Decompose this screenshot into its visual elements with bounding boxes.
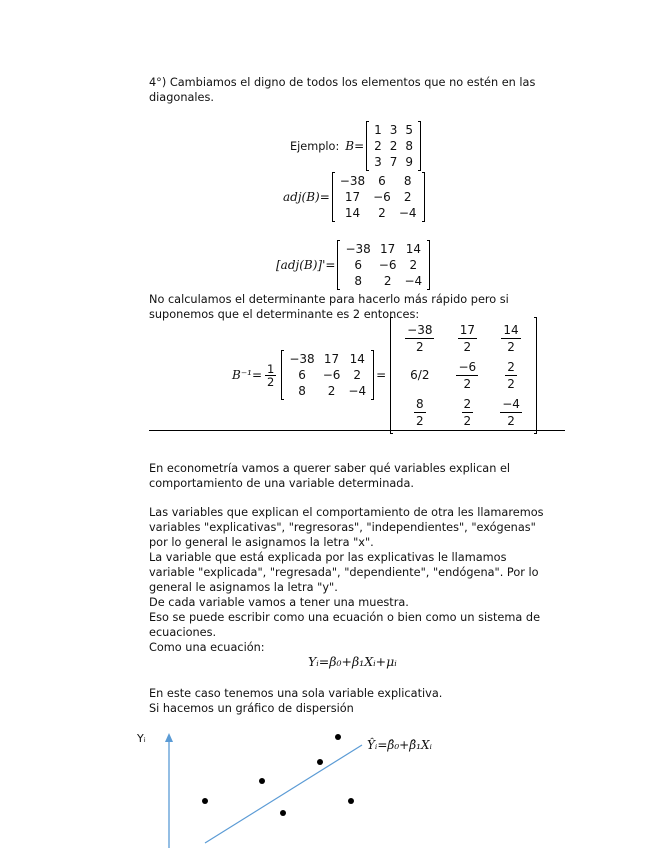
data-point xyxy=(335,734,341,740)
data-point xyxy=(202,798,208,804)
scalar-numerator: 1 xyxy=(267,361,275,376)
fraction-denominator: 2 xyxy=(463,339,472,354)
matrix-cell: −4 xyxy=(398,206,417,220)
matrix-cell: −6 xyxy=(373,190,391,204)
fraction-denominator: 2 xyxy=(463,376,472,391)
fraction-numerator: −38 xyxy=(407,322,433,337)
equals-sign: = xyxy=(376,368,387,382)
matrix-cell: 8 xyxy=(405,139,414,153)
closing-line-2: Si hacemos un gráfico de dispersión xyxy=(149,702,354,715)
closing-line-1: En este caso tenemos una sola variable explicativa. xyxy=(149,687,443,700)
fraction-denominator: 2 xyxy=(416,339,424,354)
matrix-cell: 17 xyxy=(380,242,396,256)
result-cell: 6/2 xyxy=(410,368,430,382)
body-line: ecuaciones. xyxy=(149,626,217,639)
matrix-cell: 8 xyxy=(354,274,362,288)
body-line: general le asignamos la letra "y". xyxy=(149,581,338,594)
fraction-numerator: −6 xyxy=(458,359,477,374)
fraction-numerator: 8 xyxy=(416,396,424,411)
matrix-cell: 1 xyxy=(374,123,382,137)
fitted-regression-line xyxy=(205,745,362,843)
body-line: variables "explicativas", "regresoras", "independientes", "exógenas" xyxy=(149,521,536,534)
matrix-cell: 14 xyxy=(405,242,421,256)
inverse-name: B⁻¹= xyxy=(232,368,263,382)
matrix-cell: 2 xyxy=(409,258,418,272)
intro-line-1: En econometría vamos a querer saber qué variables explican el xyxy=(149,462,511,475)
matrix-cell: 6 xyxy=(354,258,362,272)
fraction-denominator: 2 xyxy=(507,339,515,354)
matrix-cell: 9 xyxy=(405,155,414,169)
matrix-cell: −38 xyxy=(345,242,371,256)
data-point xyxy=(259,778,265,784)
matrix-cell: 5 xyxy=(405,123,414,137)
note-line-2: suponemos que el determinante es 2 entonces: xyxy=(149,308,420,321)
body-line: Eso se puede escribir como una ecuación o bien como un sistema de xyxy=(149,611,541,624)
matrix-cell: 2 xyxy=(327,384,336,398)
matrix-cell: −38 xyxy=(339,174,366,188)
regression-equation: Yᵢ=β₀+β₁Xᵢ+μᵢ xyxy=(308,654,397,669)
matrix-cell: 2 xyxy=(403,190,412,204)
data-point xyxy=(348,798,354,804)
data-point xyxy=(280,810,286,816)
matrix-cell: 2 xyxy=(374,139,382,153)
y-axis-label: Yᵢ xyxy=(137,732,146,745)
matrix-cell: 6 xyxy=(298,368,306,382)
matrix-cell: 8 xyxy=(298,384,306,398)
adjugate-transpose-name: [adj(B)]'= xyxy=(276,258,336,272)
body-line: por lo general le asignamos la letra "x". xyxy=(149,536,374,549)
note-line-1: No calculamos el determinante para hacerlo más rápido pero si xyxy=(149,293,509,306)
matrix-cell: −4 xyxy=(404,274,423,288)
matrix-cell: −4 xyxy=(348,384,367,398)
body-line: Como una ecuación: xyxy=(149,641,265,654)
body-line: Las variables que explican el comportamiento de otra les llamaremos xyxy=(149,506,544,519)
fraction-numerator: 2 xyxy=(507,359,515,374)
matrix-cell: −6 xyxy=(322,368,341,382)
fraction-numerator: 17 xyxy=(459,322,475,337)
matrix-cell: 2 xyxy=(378,206,386,220)
matrix-cell: 14 xyxy=(349,352,365,366)
matrix-cell: 8 xyxy=(403,174,412,188)
fraction-numerator: −4 xyxy=(502,396,520,411)
matrix-cell: −6 xyxy=(378,258,397,272)
body-line: De cada variable vamos a tener una muestra. xyxy=(149,596,409,609)
step-line-2: diagonales. xyxy=(149,91,214,104)
matrix-cell: 17 xyxy=(344,190,361,204)
step-line-1: 4°) Cambiamos el digno de todos los elementos que no estén en las xyxy=(149,76,536,89)
data-point xyxy=(317,759,323,765)
fraction-denominator: 2 xyxy=(507,413,515,428)
fraction-denominator: 2 xyxy=(507,376,515,391)
matrix-cell: 3 xyxy=(374,155,382,169)
adjugate-name: adj(B)= xyxy=(283,190,330,204)
fraction-numerator: 2 xyxy=(463,396,472,411)
matrix-cell: −38 xyxy=(289,352,315,366)
fraction-denominator: 2 xyxy=(416,413,424,428)
fraction-denominator: 2 xyxy=(463,413,472,428)
intro-line-2: comportamiento de una variable determinada. xyxy=(149,477,414,490)
body-line: La variable que está explicada por las explicativas le llamamos xyxy=(149,551,507,564)
matrix-cell: 6 xyxy=(378,174,386,188)
body-line: variable "explicada", "regresada", "dependiente", "endógena". Por lo xyxy=(149,566,539,579)
scalar-denominator: 2 xyxy=(267,374,275,389)
fitted-line-label: Ŷᵢ=β̂₀+β̂₁Xᵢ xyxy=(367,738,432,752)
matrix-cell: 14 xyxy=(344,206,361,220)
fraction-numerator: 14 xyxy=(503,322,519,337)
example-matrix-name: B= xyxy=(345,139,365,153)
example-label: Ejemplo: xyxy=(290,139,340,153)
matrix-cell: 2 xyxy=(389,139,398,153)
matrix-cell: 2 xyxy=(353,368,362,382)
matrix-cell: 17 xyxy=(323,352,340,366)
matrix-cell: 2 xyxy=(383,274,392,288)
matrix-cell: 7 xyxy=(389,155,398,169)
matrix-cell: 3 xyxy=(389,123,398,137)
y-axis-arrow xyxy=(165,733,173,742)
